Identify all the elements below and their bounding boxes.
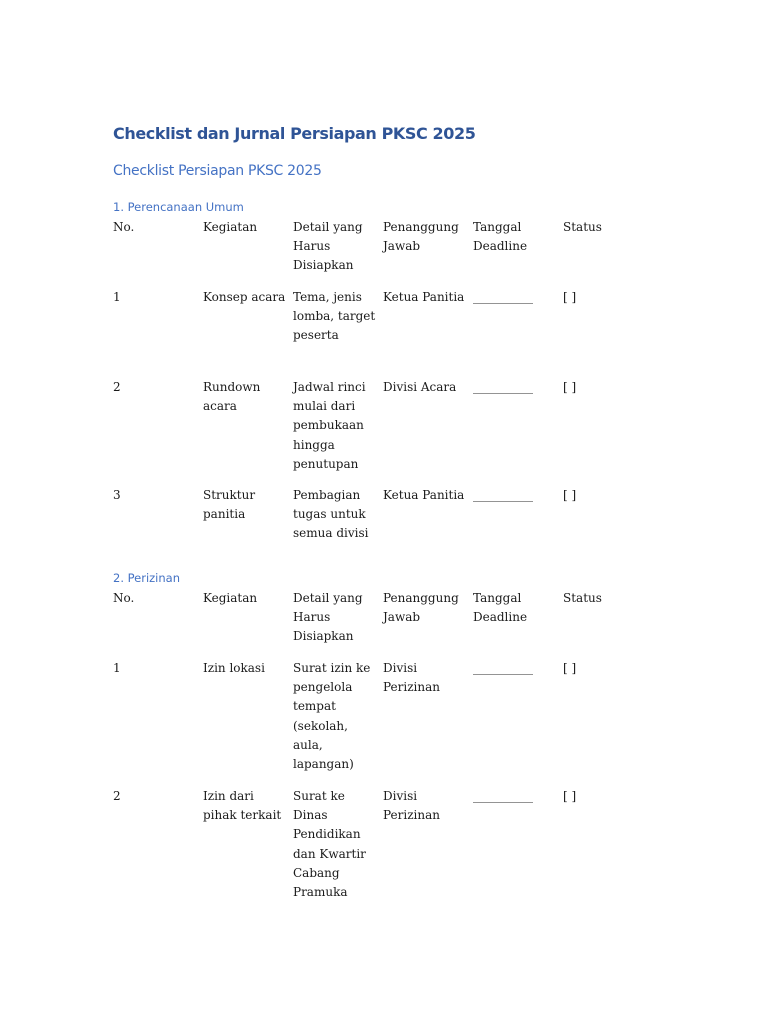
table-header-row xyxy=(113,589,653,659)
cell-penanggung-jawab: Divisi Perizinan xyxy=(383,789,440,823)
cell-status: [ ] xyxy=(563,789,577,803)
cell-kegiatan: Rundown acara xyxy=(203,380,261,414)
table-perizinan xyxy=(113,589,653,907)
cell-kegiatan: Izin lokasi xyxy=(203,661,265,675)
cell-kegiatan: Izin dari pihak terkait xyxy=(203,789,282,823)
cell-deadline: __________ xyxy=(473,661,533,675)
section-heading-perizinan: 2. Perizinan xyxy=(113,571,181,585)
cell-status: [ ] xyxy=(563,661,577,675)
column-header-no: No. xyxy=(113,591,135,605)
column-header-detail: Detail yang Harus Disiapkan xyxy=(293,591,363,644)
cell-penanggung-jawab: Ketua Panitia xyxy=(383,290,465,304)
cell-deadline: __________ xyxy=(473,380,533,394)
table-row xyxy=(113,486,653,556)
column-header-kegiatan: Kegiatan xyxy=(203,220,258,234)
cell-deadline: __________ xyxy=(473,789,533,803)
cell-detail: Surat izin ke pengelola tempat (sekolah, aula, lapangan) xyxy=(293,661,371,772)
cell-no: 2 xyxy=(113,380,121,394)
cell-kegiatan: Struktur panitia xyxy=(203,488,256,522)
column-header-kegiatan: Kegiatan xyxy=(203,591,258,605)
cell-status: [ ] xyxy=(563,290,577,304)
column-header-penanggung-jawab: Penanggung Jawab xyxy=(383,220,459,254)
cell-detail: Jadwal rinci mulai dari pembukaan hingga penutupan xyxy=(293,380,366,471)
cell-deadline: __________ xyxy=(473,488,533,502)
cell-detail: Tema, jenis lomba, target peserta xyxy=(293,290,376,343)
cell-penanggung-jawab: Ketua Panitia xyxy=(383,488,465,502)
cell-detail: Surat ke Dinas Pendidikan dan Kwartir Cabang Pramuka xyxy=(293,789,366,900)
cell-penanggung-jawab: Divisi Acara xyxy=(383,380,457,394)
table-row xyxy=(113,288,653,378)
table-row xyxy=(113,659,653,787)
document-subtitle: Checklist Persiapan PKSC 2025 xyxy=(113,163,322,179)
cell-kegiatan: Konsep acara xyxy=(203,290,286,304)
table-header-row xyxy=(113,218,653,288)
table-perencanaan xyxy=(113,218,653,556)
cell-no: 2 xyxy=(113,789,121,803)
cell-no: 1 xyxy=(113,290,121,304)
cell-status: [ ] xyxy=(563,488,577,502)
table-row xyxy=(113,787,653,907)
column-header-penanggung-jawab: Penanggung Jawab xyxy=(383,591,459,625)
table-row xyxy=(113,378,653,486)
cell-no: 1 xyxy=(113,661,121,675)
column-header-tanggal-deadline: Tanggal Deadline xyxy=(473,220,528,254)
document-title: Checklist dan Jurnal Persiapan PKSC 2025 xyxy=(113,124,476,143)
section-heading-perencanaan: 1. Perencanaan Umum xyxy=(113,200,244,214)
column-header-detail: Detail yang Harus Disiapkan xyxy=(293,220,363,273)
cell-detail: Pembagian tugas untuk semua divisi xyxy=(293,488,369,541)
cell-deadline: __________ xyxy=(473,290,533,304)
cell-status: [ ] xyxy=(563,380,577,394)
column-header-status: Status xyxy=(563,220,602,234)
column-header-status: Status xyxy=(563,591,602,605)
cell-no: 3 xyxy=(113,488,121,502)
column-header-no: No. xyxy=(113,220,135,234)
column-header-tanggal-deadline: Tanggal Deadline xyxy=(473,591,528,625)
cell-penanggung-jawab: Divisi Perizinan xyxy=(383,661,440,695)
